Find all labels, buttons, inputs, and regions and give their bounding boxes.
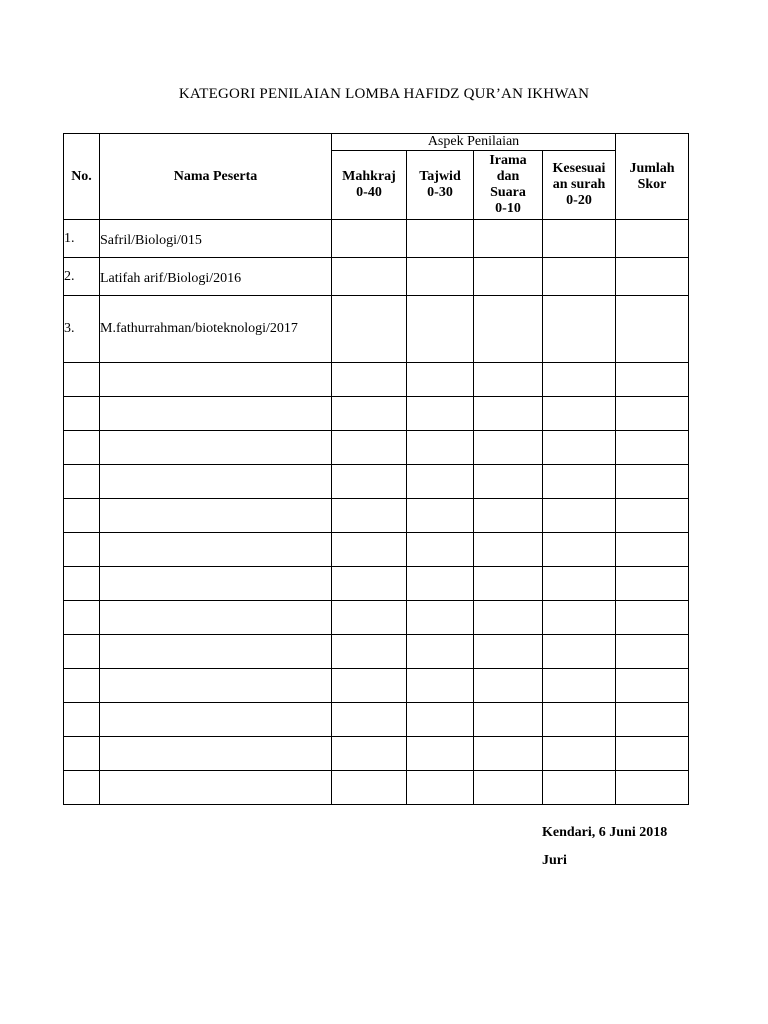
participant-name <box>100 635 332 669</box>
participant-name <box>100 567 332 601</box>
row-number <box>64 363 100 397</box>
table-row <box>64 771 689 805</box>
score-cell <box>474 499 543 533</box>
participant-name <box>100 397 332 431</box>
row-number <box>64 737 100 771</box>
participant-name <box>100 669 332 703</box>
score-cell <box>332 533 407 567</box>
score-cell <box>616 397 689 431</box>
score-cell <box>407 669 474 703</box>
score-cell <box>332 601 407 635</box>
row-number <box>64 635 100 669</box>
table-row <box>64 296 689 363</box>
score-cell <box>616 363 689 397</box>
score-cell <box>616 296 689 363</box>
score-cell <box>407 465 474 499</box>
score-cell <box>407 258 474 296</box>
score-cell <box>543 397 616 431</box>
score-cell <box>332 703 407 737</box>
score-cell <box>474 363 543 397</box>
participant-name <box>100 771 332 805</box>
participant-name <box>100 499 332 533</box>
score-cell <box>474 533 543 567</box>
header-jumlah-skor: Jumlah Skor <box>616 134 689 220</box>
score-cell <box>474 397 543 431</box>
score-cell <box>407 567 474 601</box>
score-cell <box>474 601 543 635</box>
score-cell <box>407 635 474 669</box>
participant-name <box>100 465 332 499</box>
score-cell <box>407 533 474 567</box>
header-tajwid: Tajwid 0-30 <box>407 151 474 220</box>
score-cell <box>543 669 616 703</box>
participant-name <box>100 363 332 397</box>
score-cell <box>332 397 407 431</box>
row-number: 1. <box>64 220 100 258</box>
score-cell <box>332 669 407 703</box>
header-kesesuaian-surah: Kesesuai an surah 0-20 <box>543 151 616 220</box>
table-row <box>64 220 689 258</box>
score-cell <box>616 669 689 703</box>
row-number <box>64 499 100 533</box>
score-cell <box>616 533 689 567</box>
row-number <box>64 601 100 635</box>
score-cell <box>543 465 616 499</box>
participant-name <box>100 533 332 567</box>
score-cell <box>616 601 689 635</box>
place-date: Kendari, 6 Juni 2018 <box>542 825 668 840</box>
participant-name <box>100 737 332 771</box>
score-cell <box>543 296 616 363</box>
score-cell <box>616 499 689 533</box>
score-cell <box>616 771 689 805</box>
score-cell <box>474 258 543 296</box>
score-cell <box>543 431 616 465</box>
score-cell <box>616 258 689 296</box>
score-cell <box>407 601 474 635</box>
score-cell <box>332 465 407 499</box>
table-row <box>64 601 689 635</box>
row-number: 2. <box>64 258 100 296</box>
score-cell <box>543 533 616 567</box>
score-cell <box>332 363 407 397</box>
score-cell <box>543 737 616 771</box>
header-nama-peserta: Nama Peserta <box>100 134 332 220</box>
score-cell <box>616 737 689 771</box>
score-cell <box>407 703 474 737</box>
participant-name <box>100 703 332 737</box>
score-cell <box>332 567 407 601</box>
score-cell <box>332 431 407 465</box>
score-cell <box>616 220 689 258</box>
table-row <box>64 703 689 737</box>
table-row <box>64 669 689 703</box>
score-cell <box>474 703 543 737</box>
table-row <box>64 397 689 431</box>
score-cell <box>543 258 616 296</box>
header-aspek-penilaian: Aspek Penilaian <box>332 134 616 151</box>
table-row <box>64 567 689 601</box>
row-number <box>64 567 100 601</box>
score-cell <box>616 567 689 601</box>
table-row <box>64 431 689 465</box>
score-table <box>63 133 689 805</box>
row-number <box>64 703 100 737</box>
score-cell <box>474 635 543 669</box>
score-cell <box>407 363 474 397</box>
score-cell <box>474 465 543 499</box>
score-cell <box>332 635 407 669</box>
score-cell <box>474 567 543 601</box>
score-cell <box>474 737 543 771</box>
judge-label: Juri <box>542 853 567 868</box>
score-cell <box>543 567 616 601</box>
score-cell <box>407 499 474 533</box>
score-cell <box>407 771 474 805</box>
score-cell <box>332 771 407 805</box>
score-cell <box>543 703 616 737</box>
table-row <box>64 737 689 771</box>
score-cell <box>543 499 616 533</box>
score-cell <box>407 296 474 363</box>
score-cell <box>474 771 543 805</box>
score-cell <box>474 296 543 363</box>
score-cell <box>543 601 616 635</box>
row-number <box>64 465 100 499</box>
row-number <box>64 771 100 805</box>
score-cell <box>474 669 543 703</box>
score-cell <box>332 499 407 533</box>
participant-name <box>100 431 332 465</box>
row-number: 3. <box>64 296 100 363</box>
score-cell <box>332 737 407 771</box>
participant-name: Safril/Biologi/015 <box>100 220 332 258</box>
row-number <box>64 669 100 703</box>
row-number <box>64 397 100 431</box>
header-mahkraj: Mahkraj 0-40 <box>332 151 407 220</box>
table-row <box>64 499 689 533</box>
score-cell <box>407 397 474 431</box>
score-cell <box>616 431 689 465</box>
participant-name <box>100 601 332 635</box>
score-cell <box>616 465 689 499</box>
document-title: KATEGORI PENILAIAN LOMBA HAFIDZ QUR’AN IKHWAN <box>178 86 590 102</box>
row-number <box>64 431 100 465</box>
table-row <box>64 635 689 669</box>
score-cell <box>332 258 407 296</box>
score-cell <box>332 296 407 363</box>
score-cell <box>543 363 616 397</box>
score-cell <box>332 220 407 258</box>
score-cell <box>407 220 474 258</box>
score-cell <box>616 703 689 737</box>
score-cell <box>616 635 689 669</box>
score-cell <box>407 737 474 771</box>
participant-name: M.fathurrahman/bioteknologi/2017 <box>100 296 332 363</box>
score-cell <box>474 431 543 465</box>
table-row <box>64 465 689 499</box>
table-row <box>64 258 689 296</box>
score-cell <box>543 220 616 258</box>
row-number <box>64 533 100 567</box>
participant-name: Latifah arif/Biologi/2016 <box>100 258 332 296</box>
score-cell <box>474 220 543 258</box>
header-no: No. <box>64 134 100 220</box>
score-cell <box>543 771 616 805</box>
header-irama-dan-suara: Irama dan Suara 0-10 <box>474 151 543 220</box>
table-row <box>64 363 689 397</box>
score-cell <box>543 635 616 669</box>
table-row <box>64 533 689 567</box>
score-cell <box>407 431 474 465</box>
